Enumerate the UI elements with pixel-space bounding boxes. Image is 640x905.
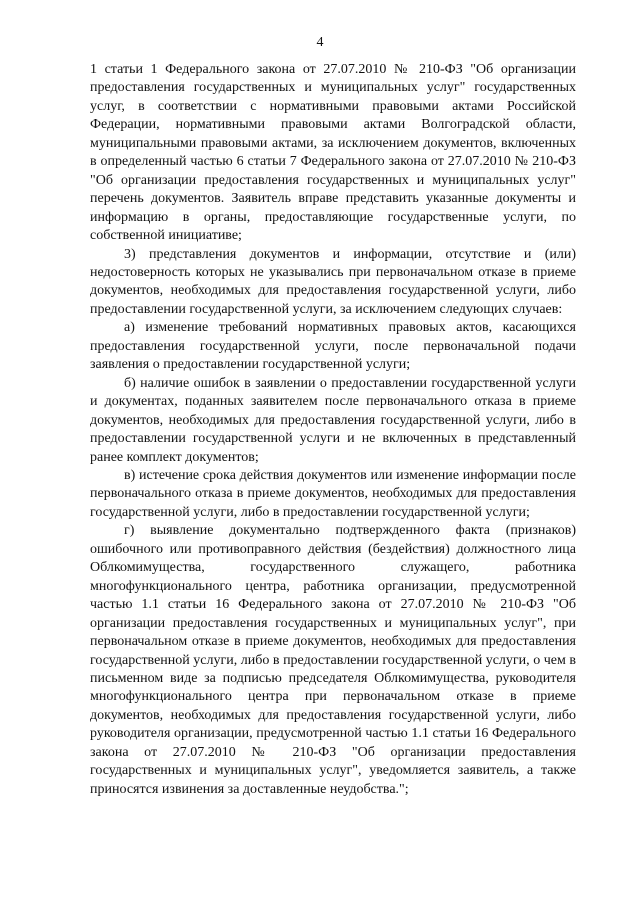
page-number: 4 [316, 35, 324, 50]
paragraph-subitem-b: б) наличие ошибок в заявлении о предоставлении государственной услуги и документах, поданных заявителем после первоначального отказа в приеме документов, необходимых для предоставления государственной услуги, либо в предоставлении государственной услуги и не включенных в представленный ранее комплект документов; [90, 375, 576, 465]
paragraph-item-3: 3) представления документов и информации, отсутствие и (или) недостоверность которых не указывались при первоначальном отказе в приеме документов, необходимых для предоставления государственной услуги, либо предоставлении государственной услуги, за исключением следующих случаев: [90, 246, 576, 317]
paragraph-subitem-v: в) истечение срока действия документов или изменение информации после первоначального отказа в приеме документов, необходимых для предоставления государственной услуги, либо в предоставлении государственной услуги; [90, 467, 576, 520]
paragraph-continuation: 1 статьи 1 Федерального закона от 27.07.2010 № 210-ФЗ "Об организации предоставления государственных и муниципальных услуг" государственных услуг, в соответствии с нормативными правовыми актами Российской Федерации, нормативными правовыми актами Волгоградской области, муниципальными правовыми актами, за исключением документов, включенных в определенный частью 6 статьи 7 Федерального закона от 27.07.2010 № 210-ФЗ "Об организации предоставления государственных и муниципальных услуг" перечень документов. Заявитель вправе представить указанные документы и информацию в органы, предоставляющие государственные услуги, по собственной инициативе; [90, 62, 576, 244]
paragraph-subitem-g: г) выявление документально подтвержденного факта (признаков) ошибочного или противоправного действия (бездействия) должностного лица Облкомимущества, государственного служащего, работника многофункционального центра, работника организации, предусмотренной частью 1.1 статьи 16 Федерального закона от 27.07.2010 № 210-ФЗ "Об организации предоставления государственных и муниципальных услуг", при первоначальном отказе в приеме документов, необходимых для предоставления государственной услуги, либо в предоставлении государственной услуги, о чем в письменном виде за подписью председателя Облкомимущества, руководителя многофункционального центра при первоначальном отказе в приеме документов, необходимых для предоставления государственной услуги, либо руководителя организации, предусмотренной частью 1.1 статьи 16 Федерального закона от 27.07.2010 № 210-ФЗ "Об организации предоставления государственных и муниципальных услуг", уведомляется заявитель, а также приносятся извинения за доставленные неудобства."; [90, 523, 576, 797]
document-body [90, 61, 576, 799]
paragraph-subitem-a: а) изменение требований нормативных правовых актов, касающихся предоставления государственной услуги, после первоначальной подачи заявления о предоставлении государственной услуги; [90, 320, 576, 373]
